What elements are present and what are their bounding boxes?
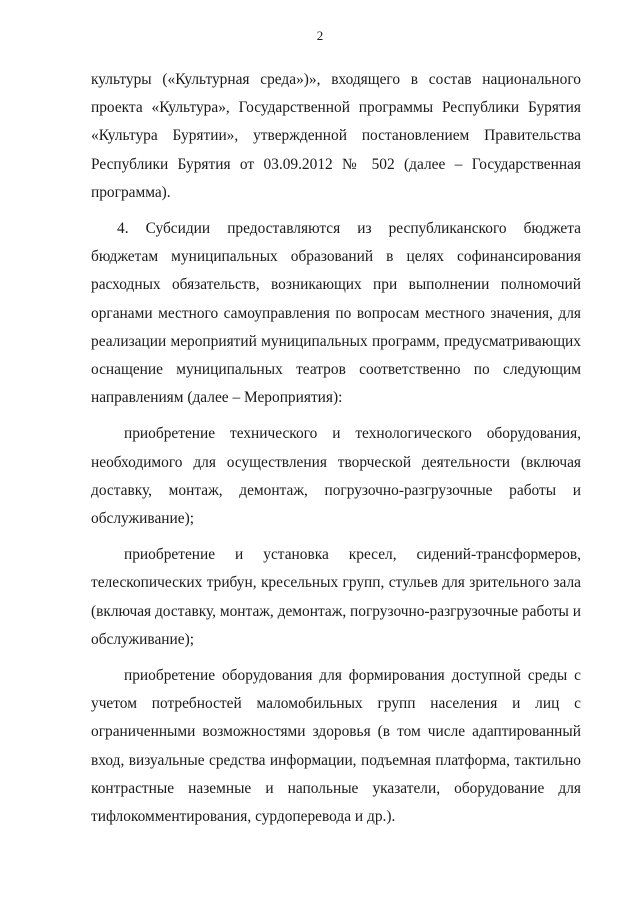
- paragraph-accessibility: приобретение оборудования для формирования доступной среды с учетом потребностей маломобильных групп населения и лиц с ограниченными возможностями здоровья (в том числе адаптированный вход, визуальные средства информации, подъемная платформа, тактильно контрастные наземные и напольные указатели, оборудование для тифлокомментирования, сурдоперевода и др.).: [91, 667, 581, 826]
- document-body: [91, 66, 581, 831]
- paragraph-seating: приобретение и установка кресел, сидений-трансформеров, телескопических трибун, кресельных групп, стульев для зрительного зала (включая доставку, монтаж, демонтаж, погрузочно-разгрузочные работы и обслуживание);: [91, 546, 581, 648]
- paragraph-technical-equipment: приобретение технического и технологического оборудования, необходимого для осуществления творческой деятельности (включая доставку, монтаж, демонтаж, погрузочно-разгрузочные работы и обслуживание);: [91, 425, 581, 528]
- page-number: 2: [316, 28, 324, 43]
- paragraph-item-4: 4. Субсидии предоставляются из республиканского бюджета бюджетам муниципальных образований в целях софинансирования расходных обязательств, возникающих при выполнении полномочий органами местного самоуправления по вопросам местного значения, для реализации мероприятий муниципальных программ, предусматривающих оснащение муниципальных театров соответственно по следующим направлениям (далее – Мероприятия):: [91, 220, 581, 407]
- paragraph-continuation: культуры («Культурная среда»)», входящего в состав национального проекта «Культура», Государственной программы Республики Бурятия «Культура Бурятии», утвержденной постановлением Правительства Республики Бурятия от 03.09.2012 № 502 (далее – Государственная программа).: [91, 71, 581, 201]
